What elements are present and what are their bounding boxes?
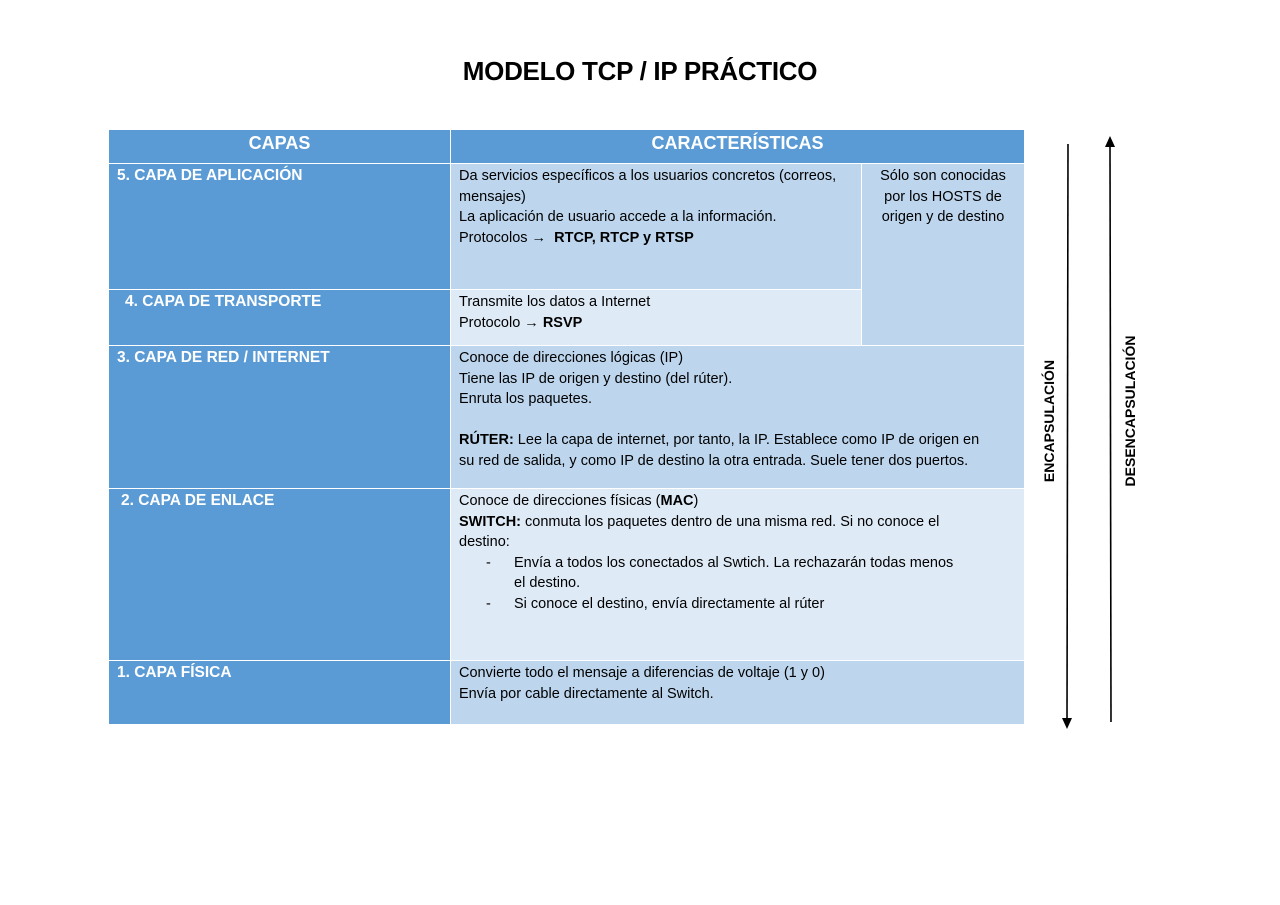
bullet-text: Si conoce el destino, envía directamente al rúter bbox=[514, 595, 825, 612]
list-item bbox=[486, 594, 956, 615]
layer-name-fisica: 1. CAPA FÍSICA bbox=[109, 661, 451, 725]
transporte-protocols bbox=[459, 313, 853, 334]
transporte-line-1: Transmite los datos a Internet bbox=[459, 294, 651, 310]
red-line-3: Enruta los paquetes. bbox=[459, 391, 593, 407]
header-layers: CAPAS bbox=[109, 130, 451, 164]
tcpip-layers-table bbox=[108, 129, 1025, 725]
encapsulation-label: ENCAPSULACIÓN bbox=[1041, 359, 1057, 483]
encapsulation-arrow-icon bbox=[1062, 144, 1072, 729]
aplicacion-protocols-value: RTCP, RTCP y RTSP bbox=[554, 229, 694, 246]
aplicacion-line-3: La aplicación de usuario accede a la información. bbox=[459, 209, 777, 225]
right-arrow-icon: → bbox=[524, 314, 539, 331]
enlace-switch-line-2: destino: bbox=[459, 534, 510, 550]
red-spacer bbox=[459, 410, 1016, 431]
layer-name-transporte: 4. CAPA DE TRANSPORTE bbox=[109, 290, 451, 346]
bullet-dash: - bbox=[486, 554, 491, 571]
list-item bbox=[486, 553, 956, 594]
aplicacion-protocols bbox=[459, 228, 853, 249]
switch-text-1: conmuta los paquetes dentro de una misma red. Si no conoce el bbox=[521, 513, 940, 530]
layer-name-enlace: 2. CAPA DE ENLACE bbox=[109, 489, 451, 661]
table-row-fisica bbox=[109, 661, 1025, 725]
hosts-note-line-2: por los HOSTS de bbox=[884, 188, 1002, 205]
red-line-1: Conoce de direcciones lógicas (IP) bbox=[459, 350, 684, 366]
fisica-line-1: Convierte todo el mensaje a diferencias de voltaje (1 y 0) bbox=[459, 665, 825, 681]
layer-features-transporte bbox=[451, 290, 862, 346]
page-title: MODELO TCP / IP PRÁCTICO bbox=[462, 56, 818, 86]
switch-label: SWITCH: bbox=[459, 513, 522, 530]
enlace-switch-line-1 bbox=[459, 512, 1016, 533]
table-row-red bbox=[109, 346, 1025, 489]
enlace-line-1-post: ) bbox=[693, 493, 699, 509]
router-text-1: Lee la capa de internet, por tanto, la IP. Establece como IP de origen en bbox=[513, 432, 980, 448]
red-router-line-2: su red de salida, y como IP de destino la otra entrada. Suele tener dos puertos. bbox=[459, 452, 969, 469]
red-line-2: Tiene las IP de origen y destino (del rúter). bbox=[459, 370, 733, 387]
enlace-bullet-list bbox=[459, 553, 956, 615]
router-label: RÚTER: bbox=[459, 432, 514, 448]
layer-name-red: 3. CAPA DE RED / INTERNET bbox=[109, 346, 451, 489]
hosts-note bbox=[862, 164, 1025, 346]
decapsulation-label: DESENCAPSULACIÓN bbox=[1122, 335, 1138, 487]
aplicacion-line-2: mensajes) bbox=[459, 188, 526, 205]
layer-features-aplicacion bbox=[451, 164, 862, 290]
red-router-line-1 bbox=[459, 430, 1016, 451]
aplicacion-protocols-label: Protocolos bbox=[459, 229, 528, 246]
hosts-note-line-3: origen y de destino bbox=[881, 209, 1005, 225]
enlace-line-1-pre: Conoce de direcciones físicas ( bbox=[459, 493, 661, 509]
enlace-line-1 bbox=[459, 491, 1016, 512]
enlace-mac: MAC bbox=[660, 493, 694, 509]
hosts-note-line-1: Sólo son conocidas bbox=[880, 168, 1006, 184]
fisica-line-2: Envía por cable directamente al Switch. bbox=[459, 685, 714, 702]
table-row-aplicacion bbox=[109, 164, 1025, 290]
layer-features-red bbox=[451, 346, 1025, 489]
table-header-row bbox=[109, 130, 1025, 164]
transporte-protocols-value: RSVP bbox=[542, 314, 583, 331]
layer-features-fisica bbox=[451, 661, 1025, 725]
decapsulation-arrow-icon bbox=[1105, 136, 1115, 722]
table-row-enlace bbox=[109, 489, 1025, 661]
right-arrow-icon: → bbox=[531, 229, 547, 246]
transporte-protocols-label: Protocolo bbox=[459, 314, 521, 331]
aplicacion-line-1: Da servicios específicos a los usuarios concretos (correos, bbox=[459, 168, 837, 184]
bullet-text: Envía a todos los conectados al Swtich. La rechazarán todas menos el destino. bbox=[514, 554, 954, 591]
header-features: CARACTERÍSTICAS bbox=[451, 130, 1025, 164]
layer-features-enlace bbox=[451, 489, 1025, 661]
layer-name-aplicacion: 5. CAPA DE APLICACIÓN bbox=[109, 164, 451, 290]
bullet-dash: - bbox=[486, 595, 491, 612]
